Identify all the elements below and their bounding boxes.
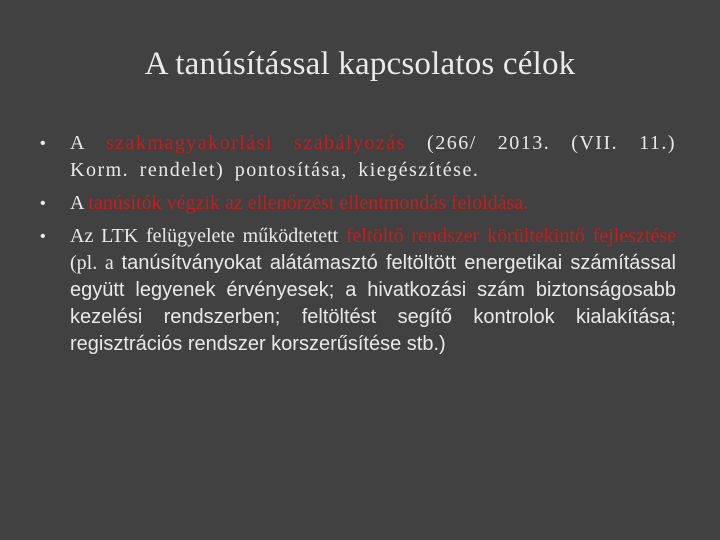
bullet-dot-icon: • [40,228,46,245]
highlighted-text: tanúsítók végzik az ellenőrzést ellentmondás feloldása. [88,192,529,214]
bullet-text: Az LTK felügyelete működtetett [70,225,346,247]
bullet-item [36,190,676,217]
bullet-text: (pl. a [70,252,122,274]
highlighted-text: feltöltő rendszer körültekintő fejlesztése [346,225,676,247]
highlighted-text: szakmagyakorlási szabályozás [105,132,407,154]
slide-title: A tanúsítással kapcsolatos célok [144,46,576,82]
bullet-item [36,223,676,358]
bullet-dot-icon: • [40,135,48,152]
bullet-text: A [70,132,106,154]
bullet-text: A [70,192,89,214]
bullet-list [36,130,676,364]
bullet-item [36,130,676,184]
bullet-dot-icon: • [40,195,46,212]
bullet-text: tanúsítványokat alátámasztó feltöltött energetikai számítással együtt legyenek érvényesek; a hivatkozási szám biztonságosabb kezelési rendszerben; feltöltést segítő kontrolok kialakítása; regisztrációs rendszer korszerűsítése stb.) [70,252,676,355]
bullet-text: (266/ 2013. (VII. 11.) Korm. rendelet) pontosítása, kiegészítése. [70,132,677,181]
